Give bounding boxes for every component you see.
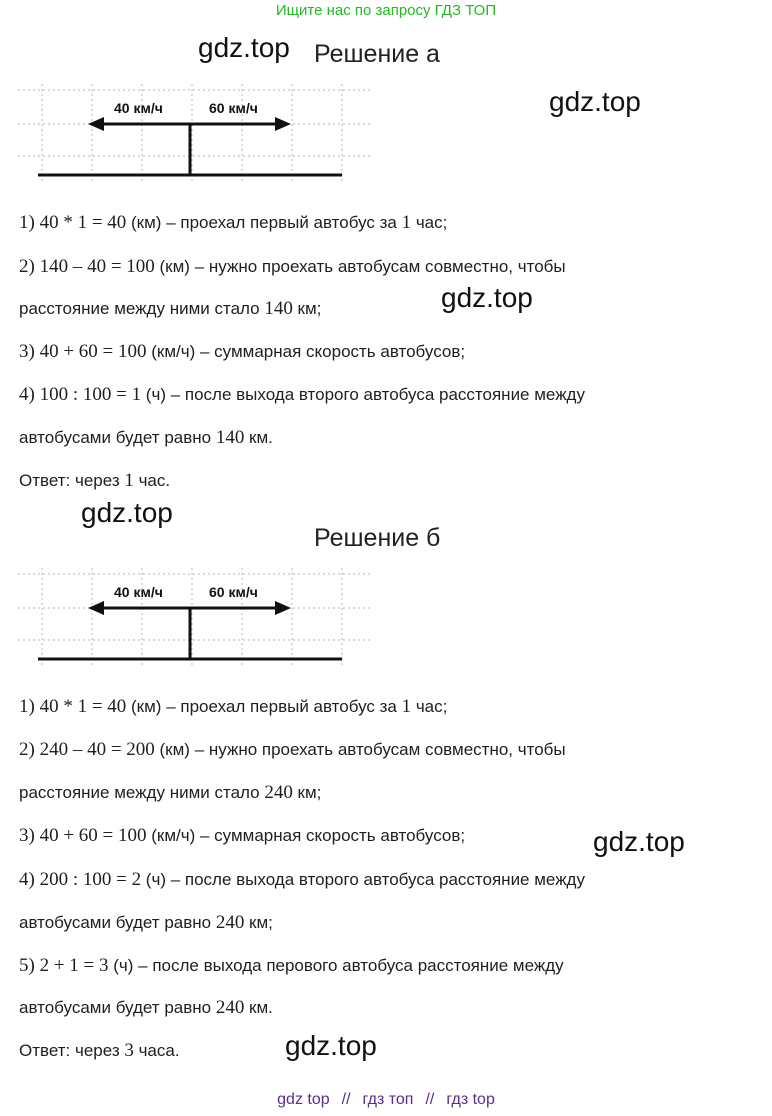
section-a-title: Решение а xyxy=(314,40,440,68)
solution-line: 3) 40 + 60 = 100 (км/ч) – суммарная скорость автобусов; xyxy=(19,341,466,362)
right-speed-label: 60 км/ч xyxy=(209,584,258,600)
footer-link[interactable]: gdz top xyxy=(277,1091,330,1108)
left-arrowhead xyxy=(88,117,104,131)
section-b-motion-diagram xyxy=(18,568,370,668)
answer-line: Ответ: через 1 час. xyxy=(19,470,171,491)
right-speed-label: 60 км/ч xyxy=(209,100,258,116)
left-speed-label: 40 км/ч xyxy=(114,100,163,116)
left-arrowhead xyxy=(88,601,104,615)
footer-links xyxy=(0,1091,772,1109)
solution-line: 5) 2 + 1 = 3 (ч) – после выхода перового автобуса расстояние между xyxy=(19,955,564,976)
solution-line: 3) 40 + 60 = 100 (км/ч) – суммарная скорость автобусов; xyxy=(19,825,466,846)
solution-line: 1) 40 * 1 = 40 (км) – проехал первый автобус за 1 час; xyxy=(19,696,448,717)
watermark: gdz.top xyxy=(441,282,533,313)
right-arrowhead xyxy=(275,601,291,615)
watermark: gdz.top xyxy=(81,497,173,528)
answer-line: Ответ: через 3 часа. xyxy=(19,1040,180,1061)
footer-separator: // xyxy=(341,1091,351,1108)
solution-line: расстояние между ними стало 140 км; xyxy=(19,298,322,319)
solution-line: автобусами будет равно 240 км; xyxy=(19,912,273,933)
grid xyxy=(18,84,370,184)
footer-link[interactable]: гдз top xyxy=(446,1091,495,1108)
solution-line: 4) 200 : 100 = 2 (ч) – после выхода второго автобуса расстояние между xyxy=(19,869,585,890)
solution-line: автобусами будет равно 240 км. xyxy=(19,997,273,1018)
left-speed-label: 40 км/ч xyxy=(114,584,163,600)
watermark: gdz.top xyxy=(285,1030,377,1061)
solution-line: 1) 40 * 1 = 40 (км) – проехал первый автобус за 1 час; xyxy=(19,212,448,233)
solution-line: автобусами будет равно 140 км. xyxy=(19,427,273,448)
footer-separator: // xyxy=(425,1091,435,1108)
solution-line: 2) 140 – 40 = 100 (км) – нужно проехать автобусам совместно, чтобы xyxy=(19,256,566,277)
solution-line: 2) 240 – 40 = 200 (км) – нужно проехать автобусам совместно, чтобы xyxy=(19,739,566,760)
watermark: gdz.top xyxy=(549,86,641,117)
footer-link[interactable]: гдз топ xyxy=(362,1091,414,1108)
solution-line: расстояние между ними стало 240 км; xyxy=(19,782,322,803)
grid xyxy=(18,568,370,668)
watermark: gdz.top xyxy=(198,32,290,63)
section-b-title: Решение б xyxy=(314,524,441,552)
search-banner[interactable]: Ищите нас по запросу ГДЗ ТОП xyxy=(275,2,497,19)
solution-line: 4) 100 : 100 = 1 (ч) – после выхода второго автобуса расстояние между xyxy=(19,384,585,405)
watermark: gdz.top xyxy=(593,826,685,857)
right-arrowhead xyxy=(275,117,291,131)
section-a-motion-diagram xyxy=(18,84,370,184)
